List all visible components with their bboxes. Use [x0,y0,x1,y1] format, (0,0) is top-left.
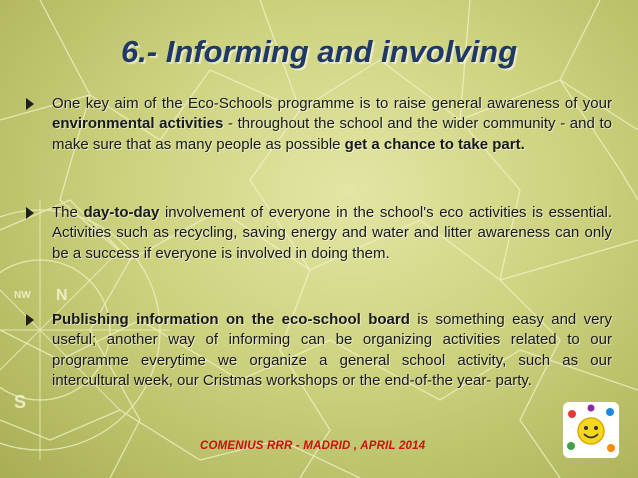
bullet-text-segment: involvement of everyone in the school's eco activities is essential. Activities such as recycling, saving energy and water and litter awareness can only be a success if everyone is involved in doing them. [52,204,612,262]
bullet-text-segment: One key aim of the Eco-Schools programme is to raise general awareness of your [52,95,612,112]
eco-school-sun-logo [563,402,619,458]
bullet-item [26,310,612,391]
bullet-text-emphasis: Publishing information on the eco-school board [52,311,410,328]
bullet-text-emphasis: get a chance to take part. [344,135,525,153]
bullet-text-segment: - throughout the school and the wider community - and to make sure that as many people as possible [52,115,612,153]
slide-title: 6.- Informing and involving [120,34,518,69]
bullet-item [26,94,612,155]
compass-label-nw: NW [14,290,31,301]
bullet-text [52,203,612,264]
bullet-text-emphasis: day-to-day [83,204,160,221]
bullet-arrow-icon [26,98,34,110]
compass-label-n: N [56,287,68,304]
compass-label-s: S [14,392,27,412]
bullet-text-segment: The [52,204,84,221]
bullet-arrow-icon [26,314,34,326]
bullet-text-segment: is something easy and very useful; another way of informing can be organizing activities related to our programme everytime we organize a general school activity, such as our intercultural week, our Cristmas workshops or the end-of-the year- party. [52,311,612,389]
bullet-text-emphasis: environmental activities [52,115,224,133]
bullet-text [52,310,612,391]
bullet-arrow-icon [26,207,34,219]
bullet-text [52,94,612,155]
bullet-item [26,203,612,264]
footer-caption: COMENIUS RRR - MADRID , APRIL 2014 [200,440,426,452]
